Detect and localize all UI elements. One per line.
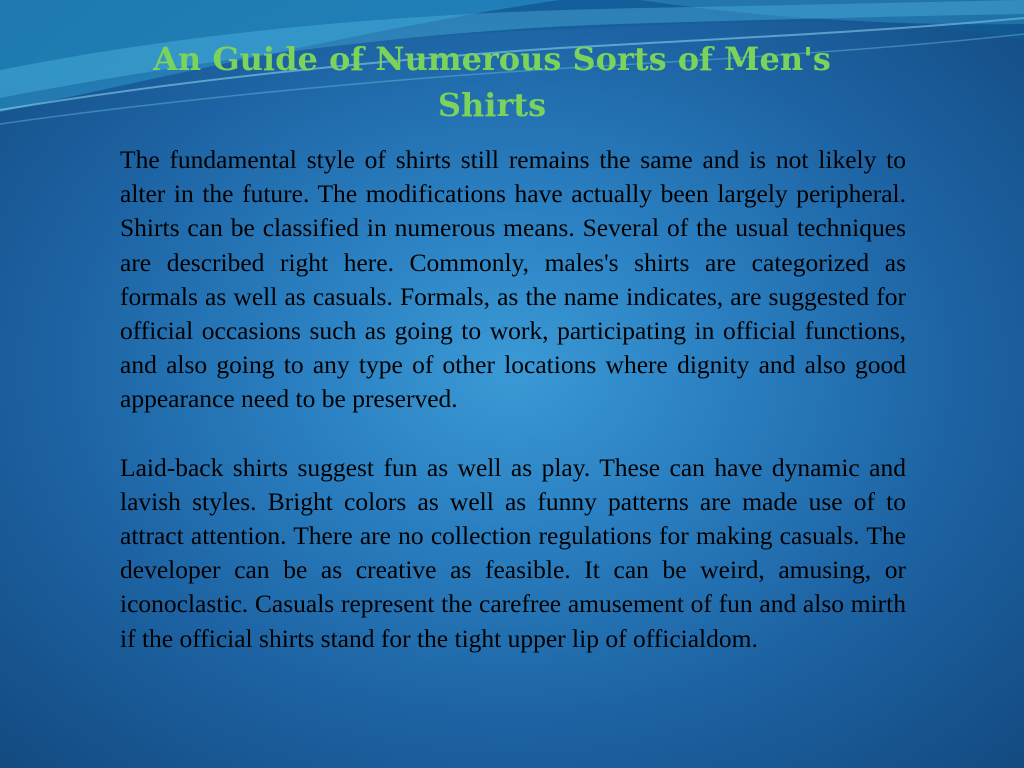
- slide-title: An Guide of Numerous Sorts of Men's Shirts: [153, 40, 831, 124]
- paragraph-formals: The fundamental style of shirts still remains the same and is not likely to alter in the future. The modifications have actually been largely peripheral. Shirts can be classified in numerous means. Several of the usual techniques are described right here. Commonly, males's shirts are categorized as formals as well as casuals. Formals, as the name indicates, are suggested for official occasions such as going to work, participating in official functions, and also going to any type of other locations where dignity and also good appearance need to be preserved.: [120, 145, 906, 414]
- paragraph-casuals: Laid-back shirts suggest fun as well as play. These can have dynamic and lavish styles. Bright colors as well as funny patterns are made use of to attract attention. There are no collection regulations for making casuals. The developer can be as creative as feasible. It can be weird, amusing, or iconoclastic. Casuals represent the carefree amusement of fun and also mirth if the official shirts stand for the tight upper lip of officialdom.: [120, 452, 906, 653]
- slide-body: [120, 143, 906, 690]
